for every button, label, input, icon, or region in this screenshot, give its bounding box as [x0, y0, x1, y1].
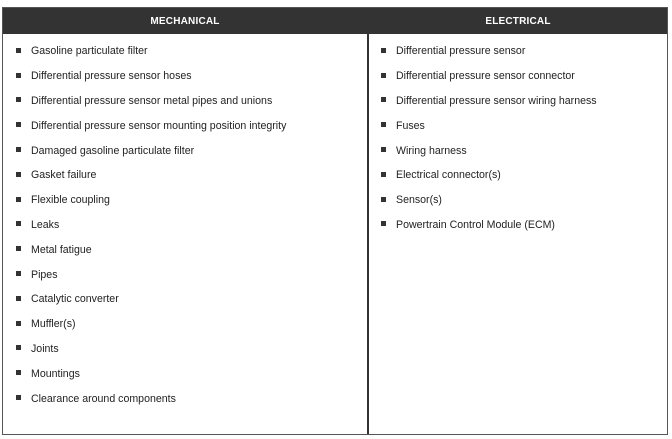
square-bullet-icon: [16, 73, 21, 78]
list-item: [3, 312, 367, 337]
list-item: [3, 361, 367, 386]
list-item: [3, 386, 367, 411]
list-item: [3, 188, 367, 213]
list-item: [3, 213, 367, 238]
square-bullet-icon: [381, 122, 386, 127]
list-item: [369, 138, 667, 163]
mechanical-column: [3, 8, 369, 434]
mechanical-item-list: [3, 39, 367, 411]
list-item-label: Sensor(s): [396, 194, 442, 207]
list-item: [3, 163, 367, 188]
list-item: [3, 237, 367, 262]
list-item: [3, 64, 367, 89]
square-bullet-icon: [16, 48, 21, 53]
square-bullet-icon: [381, 221, 386, 226]
list-item: [3, 89, 367, 114]
list-item: [369, 89, 667, 114]
square-bullet-icon: [16, 147, 21, 152]
square-bullet-icon: [16, 395, 21, 400]
list-item: [369, 113, 667, 138]
electrical-column-header: ELECTRICAL: [369, 8, 667, 34]
list-item-label: Differential pressure sensor metal pipes and unions: [31, 94, 273, 107]
square-bullet-icon: [16, 246, 21, 251]
square-bullet-icon: [16, 370, 21, 375]
square-bullet-icon: [381, 73, 386, 78]
list-item-label: Differential pressure sensor: [396, 45, 526, 58]
list-item-label: Damaged gasoline particulate filter: [31, 144, 195, 157]
list-item-label: Electrical connector(s): [396, 169, 501, 182]
list-item: [3, 262, 367, 287]
square-bullet-icon: [381, 197, 386, 202]
list-item-label: Muffler(s): [31, 318, 76, 331]
list-item-label: Gasoline particulate filter: [31, 45, 148, 58]
electrical-column: [369, 8, 667, 434]
list-item-label: Wiring harness: [396, 144, 467, 157]
list-item-label: Pipes: [31, 268, 58, 281]
square-bullet-icon: [16, 122, 21, 127]
diagnostic-checklist-table: [2, 7, 668, 435]
list-item: [3, 39, 367, 64]
list-item-label: Differential pressure sensor connector: [396, 70, 575, 83]
list-item-label: Leaks: [31, 218, 60, 231]
square-bullet-icon: [381, 172, 386, 177]
square-bullet-icon: [16, 221, 21, 226]
list-item: [369, 188, 667, 213]
square-bullet-icon: [381, 48, 386, 53]
list-item-label: Powertrain Control Module (ECM): [396, 218, 555, 231]
list-item-label: Differential pressure sensor hoses: [31, 70, 192, 83]
list-item: [3, 287, 367, 312]
list-item: [3, 138, 367, 163]
square-bullet-icon: [381, 147, 386, 152]
list-item-label: Flexible coupling: [31, 194, 110, 207]
square-bullet-icon: [16, 197, 21, 202]
list-item-label: Clearance around components: [31, 392, 176, 405]
list-item: [369, 64, 667, 89]
list-item: [369, 39, 667, 64]
list-item-label: Differential pressure sensor wiring harness: [396, 94, 597, 107]
list-item-label: Metal fatigue: [31, 243, 92, 256]
square-bullet-icon: [16, 271, 21, 276]
mechanical-column-header: MECHANICAL: [3, 8, 367, 34]
square-bullet-icon: [16, 345, 21, 350]
square-bullet-icon: [16, 172, 21, 177]
list-item-label: Joints: [31, 342, 59, 355]
list-item: [369, 213, 667, 238]
square-bullet-icon: [381, 97, 386, 102]
square-bullet-icon: [16, 321, 21, 326]
list-item-label: Mountings: [31, 367, 80, 380]
list-item: [369, 163, 667, 188]
list-item-label: Catalytic converter: [31, 293, 119, 306]
list-item: [3, 337, 367, 362]
list-item-label: Gasket failure: [31, 169, 97, 182]
list-item-label: Differential pressure sensor mounting position integrity: [31, 119, 287, 132]
square-bullet-icon: [16, 296, 21, 301]
square-bullet-icon: [16, 97, 21, 102]
electrical-item-list: [369, 39, 667, 237]
list-item-label: Fuses: [396, 119, 425, 132]
list-item: [3, 113, 367, 138]
